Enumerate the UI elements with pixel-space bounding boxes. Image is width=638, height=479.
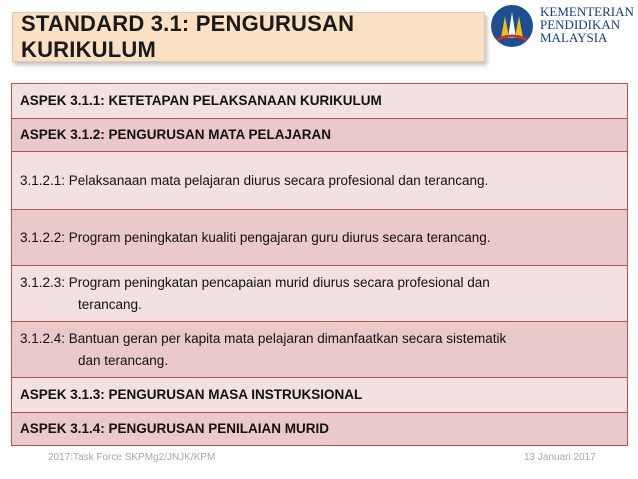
- row-text: 3.1.2.3: Program peningkatan pencapaian murid diurus secara profesional dan: [20, 274, 490, 290]
- footer-right: 13 Januari 2017: [524, 452, 596, 463]
- row-text-block: [20, 328, 506, 372]
- row-text: ASPEK 3.1.2: PENGURUSAN MATA PELAJARAN: [20, 127, 332, 142]
- table-row: [12, 413, 627, 446]
- logo-line: PENDIDIKAN: [540, 17, 621, 32]
- slide-title: STANDARD 3.1: PENGURUSAN KURIKULUM: [21, 11, 355, 62]
- table-row: [12, 210, 627, 266]
- footer-left: 2017:Task Force SKPMg2/JNJK/KPM: [48, 452, 216, 463]
- row-text: 3.1.2.2: Program peningkatan kualiti pengajaran guru diurus secara terancang.: [20, 229, 491, 245]
- logo-line: KEMENTERIAN: [540, 4, 634, 19]
- table-row: [12, 84, 627, 119]
- table-row: [12, 322, 627, 378]
- row-text: ASPEK 3.1.1: KETETAPAN PELAKSANAAN KURIKULUM: [20, 93, 382, 108]
- row-text-continued: terancang.: [78, 296, 142, 312]
- table-row: [12, 266, 627, 322]
- row-text: ASPEK 3.1.4: PENGURUSAN PENILAIAN MURID: [20, 421, 330, 436]
- table-row: [12, 152, 627, 210]
- table-row: [12, 119, 627, 152]
- row-text-block: [20, 272, 490, 316]
- logo-text: [540, 5, 634, 44]
- ministry-emblem-icon: [489, 4, 535, 48]
- table-row: [12, 378, 627, 413]
- title-box: [12, 12, 485, 62]
- aspect-table: [11, 83, 628, 446]
- row-text: 3.1.2.1: Pelaksanaan mata pelajaran diurus secara profesional dan terancang.: [20, 172, 489, 188]
- row-text: ASPEK 3.1.3: PENGURUSAN MASA INSTRUKSIONAL: [20, 387, 363, 402]
- row-text: 3.1.2.4: Bantuan geran per kapita mata pelajaran dimanfaatkan secara sistematik: [20, 330, 507, 346]
- logo-line: MALAYSIA: [540, 30, 608, 45]
- row-text-continued: dan terancang.: [78, 352, 169, 368]
- ministry-logo: [489, 4, 635, 50]
